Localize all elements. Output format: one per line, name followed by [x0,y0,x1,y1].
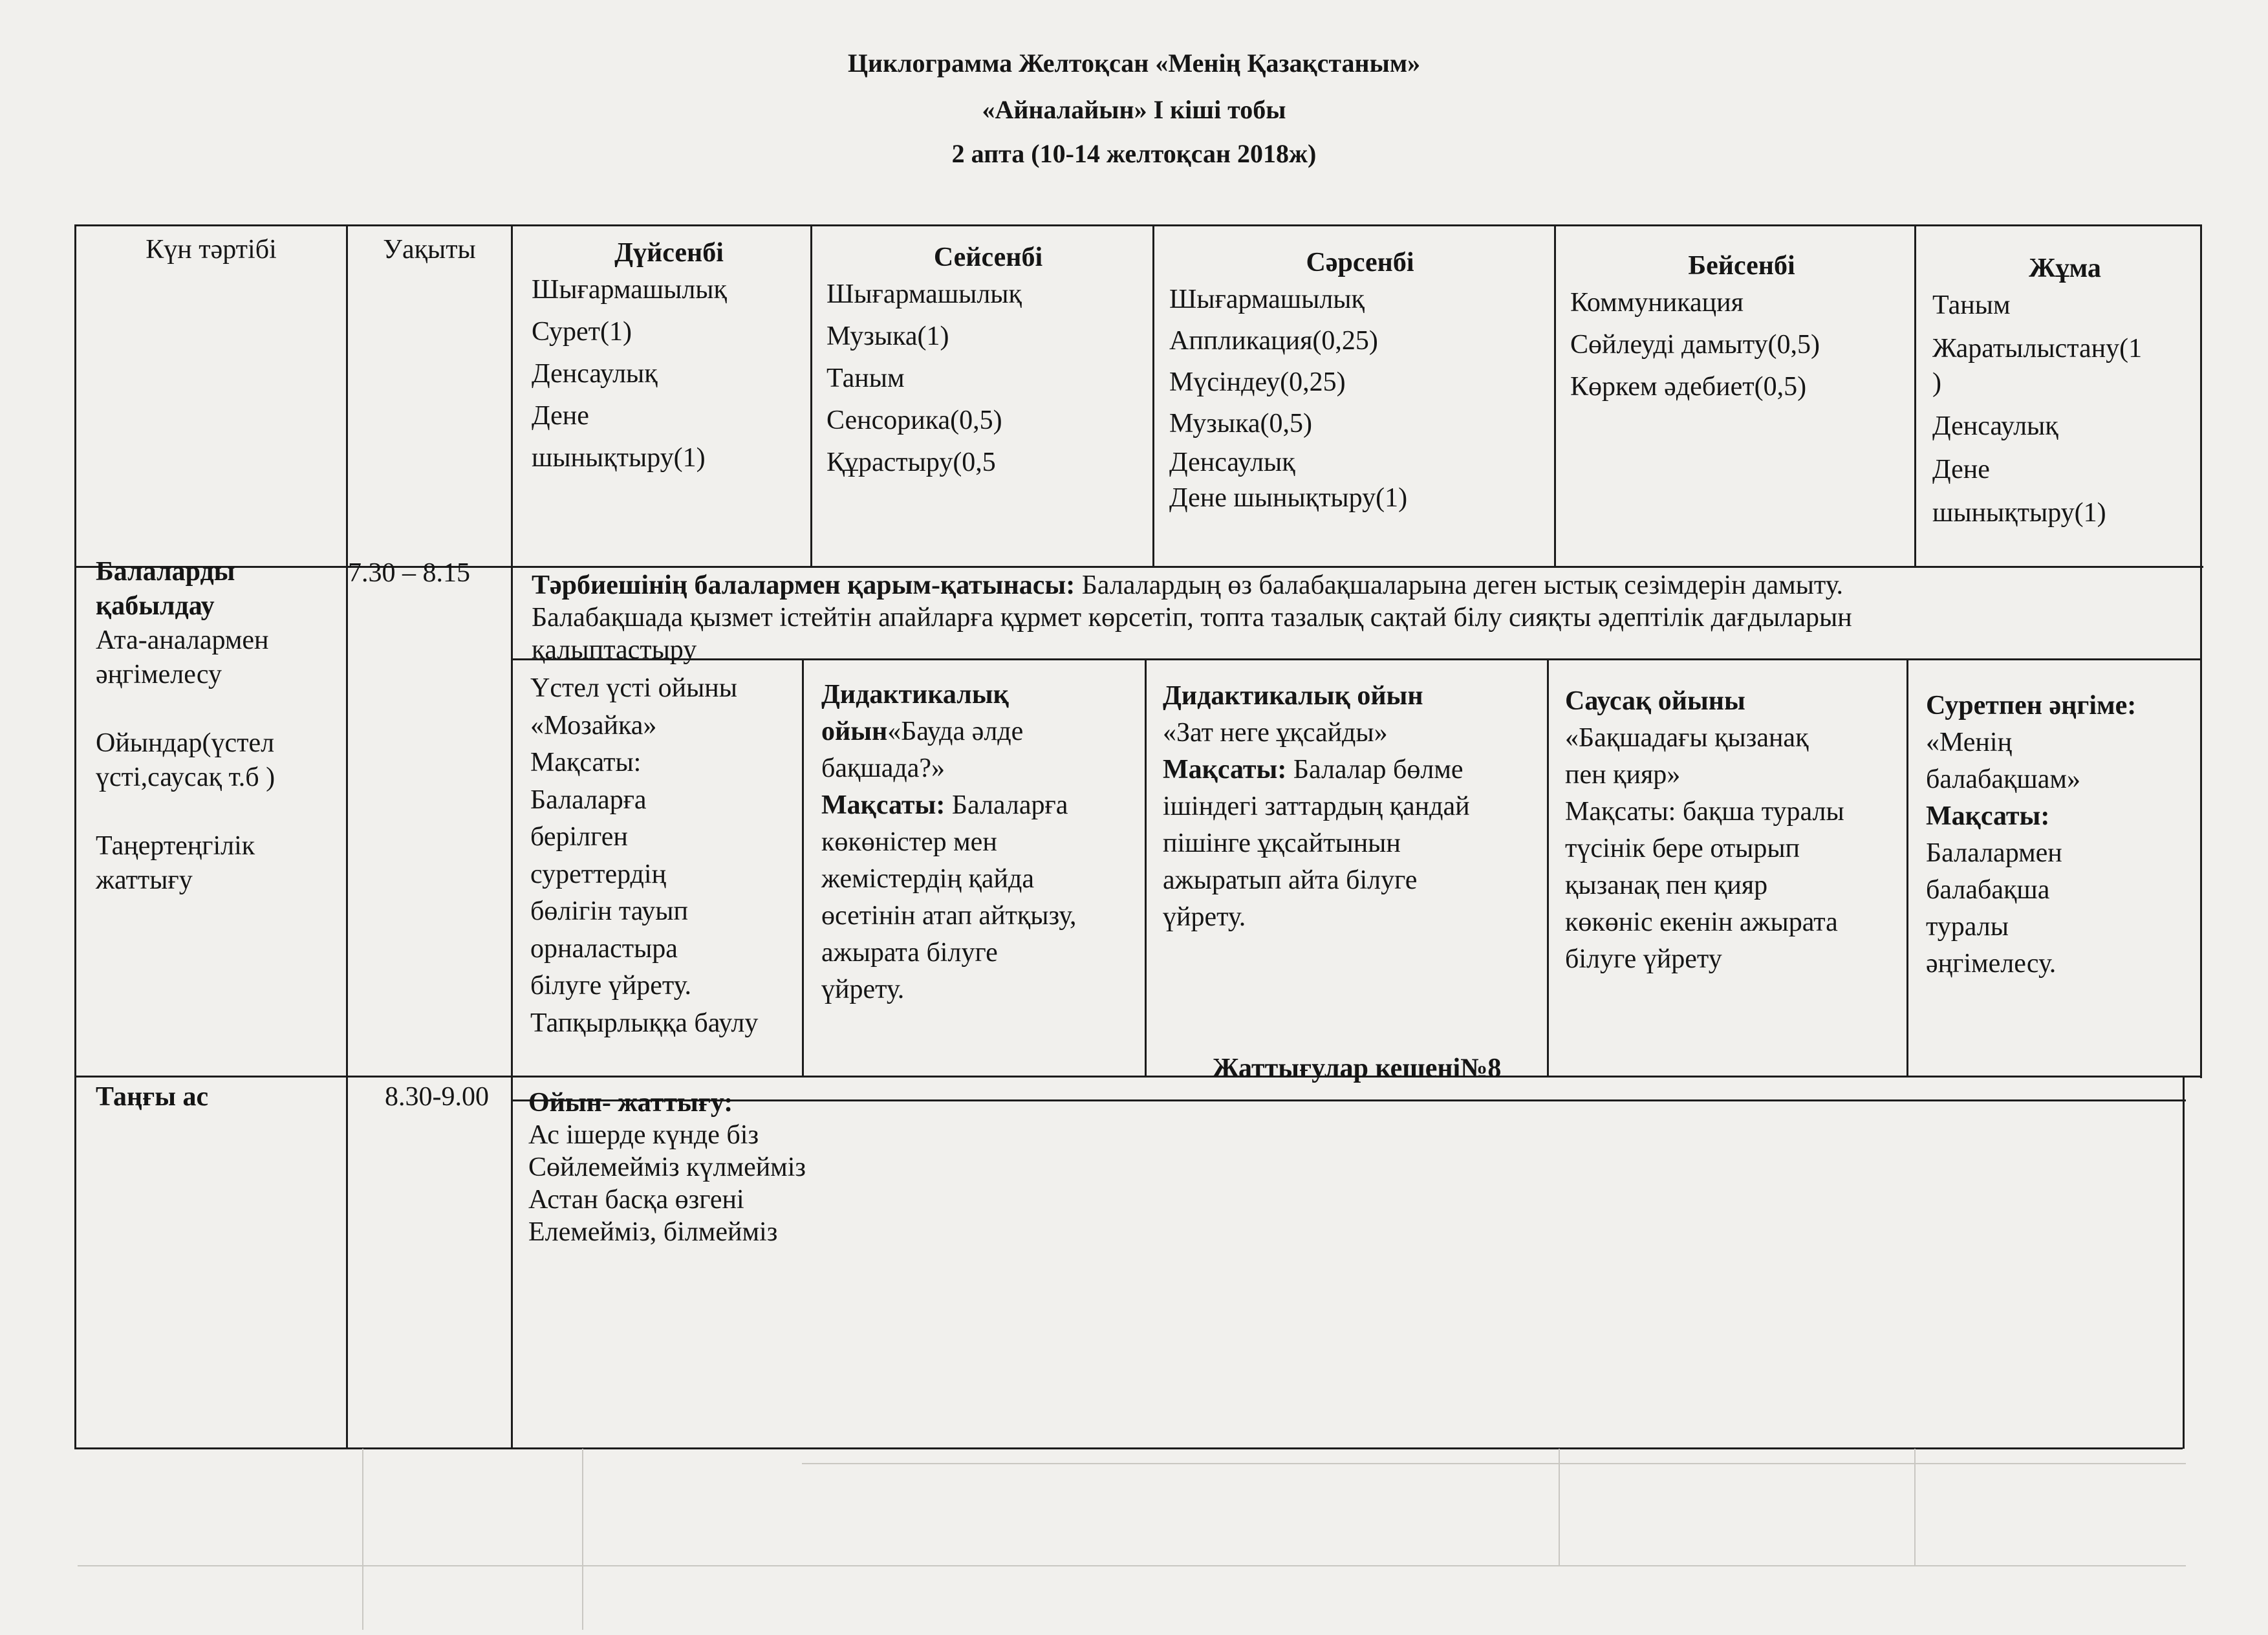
activity-line: туралы [1926,912,2009,942]
reception-regime [96,555,345,898]
goal-label: Мақсаты: [1926,801,2050,831]
regime-spacer [96,692,345,726]
activity-line: бақшада?» [821,753,945,783]
activity-line: ажыратып айта білуге [1163,865,1418,895]
subject-line: шынықтыру(1) [1932,498,2106,528]
activity-line: өсетінін атап айтқызу, [821,901,1077,931]
subject-line: Шығармашылық [1169,285,1365,314]
activity-line: Мақсаты: бақша туралы [1565,797,1844,827]
header-monday [532,235,806,477]
group-title: «Айналайын» І кіші тобы [982,95,1286,124]
day-name: Сейсенбі [933,243,1043,272]
day-name: Жұма [2029,254,2101,283]
activity-line: суреттердің [530,859,667,889]
goal-label: Мақсаты: [1163,755,1287,785]
activity-line: ішіндегі заттардың қандай [1163,792,1470,821]
regime-line: Таңертеңгілік [96,831,255,861]
activity-line: білуге үйрету [1565,944,1722,974]
activity-line: «Мозайка» [530,710,657,741]
activity-title: Суретпен әңгіме: [1926,691,2137,720]
regime-spacer [96,795,345,829]
day-name: Дүйсенбі [614,238,724,268]
subject-line: Музыка(0,5) [1169,409,1312,439]
communication-text: Балабақшада қызмет істейтін апайларға құрмет көрсетіп, топта тазалық сақтай білу сияқты әдептілік дағдыларын [532,603,1852,633]
activity-line: «Зат неге ұқсайды» [1163,718,1388,748]
communication-label: Тәрбиешінің балалармен қарым-қатынасы: [532,570,1075,600]
subject-line: Жаратылыстану(1 [1932,334,2143,363]
header-wednesday [1169,244,1551,517]
regime-line: Ойындар(үстел [96,728,275,758]
communication-text: қалыптастыру [532,635,697,665]
activity-line: берілген [530,822,628,852]
header-friday [1932,250,2198,532]
regime-line: жаттығу [96,865,193,895]
exercise-complex: Жаттығулар кешені№8 [1212,1054,1502,1083]
activity-line: балабақша [1926,875,2050,905]
activity-line: Балаларға [530,785,647,815]
activity-line: көкөністер мен [821,827,997,857]
activity-line: Балаларға [945,790,1068,820]
activity-line: ажырата білуге [821,938,998,968]
poem-line: Астан басқа өзгені [528,1185,744,1215]
activity-line: әңгімелесу. [1926,949,2057,979]
header-regime: Күн тәртібі [146,235,277,265]
regime-line: әңгімелесу [96,660,222,689]
activity-line: Тапқырлыққа баулу [530,1008,759,1038]
activity-title: Дидактикалық [821,680,1009,709]
subject-line: Сурет(1) [532,317,632,347]
subject-line: Таным [1932,290,2011,320]
poem-line: Ас ішерде күнде біз [528,1120,759,1150]
day-name: Сәрсенбі [1306,248,1414,277]
activity-line: жемістердің қайда [821,864,1034,894]
subject-line: Денсаулық [1169,448,1295,477]
activity-line: Мақсаты: [530,748,642,777]
subject-line: Көркем әдебиет(0,5) [1570,372,1807,402]
activity-line: пен қияр» [1565,760,1681,790]
activity-line: «Бауда әлде [887,717,1024,746]
activity-tuesday [821,677,1143,1008]
subject-line: Денсаулық [532,359,658,389]
activity-friday [1926,688,2198,982]
activity-line: Балалармен [1926,838,2062,868]
document-title: Циклограмма Желтоқсан «Менің Қазақстаным» [847,49,1421,78]
header-time: Уақыты [383,235,476,265]
regime-line: Ата-аналармен [96,625,269,655]
goal-label: Мақсаты: [821,790,945,820]
communication-text: Балалардың өз балабақшаларына деген ыстық сезімдерін дамыту. [1075,570,1844,600]
week-title: 2 апта (10-14 желтоқсан 2018ж) [951,139,1317,168]
subject-line: Дене [1932,455,1990,484]
subject-line: Сенсорика(0,5) [826,406,1002,435]
activity-title: ойын [821,717,888,746]
subject-line: Музыка(1) [826,321,949,351]
activity-title: Дидактикалық ойын [1163,681,1423,711]
subject-line: Шығармашылық [826,279,1022,309]
game-label: Ойын- жаттығу: [528,1088,733,1118]
activity-line: Үстел үсті ойыны [530,673,737,703]
activity-line: бөлігін тауып [530,896,688,926]
subject-line: шынықтыру(1) [532,443,706,473]
activity-line: қызанақ пен қияр [1565,871,1768,900]
activity-line: «Менің [1926,728,2013,757]
activity-line: балабақшам» [1926,764,2080,794]
day-name: Бейсенбі [1688,251,1795,281]
activity-line: пішінге ұқсайтынын [1163,828,1401,858]
breakfast-time: 8.30-9.00 [385,1082,489,1112]
header-thursday [1570,248,1913,406]
activity-line: үйрету. [821,975,905,1004]
subject-line: Шығармашылық [532,275,727,305]
activity-line: көкөніс екенін ажырата [1565,907,1838,937]
regime-title: қабылдау [96,591,215,621]
subject-line: Дене шынықтыру(1) [1169,483,1408,513]
subject-line: Құрастыру(0,5 [826,448,996,477]
regime-title: Балаларды [96,557,235,587]
activity-line: үйрету. [1163,902,1246,932]
breakfast-regime: Таңғы ас [96,1082,209,1112]
activity-line: «Бақшадағы қызанақ [1565,723,1809,753]
subject-line: Мүсіндеу(0,25) [1169,367,1346,397]
activity-line: Балалар бөлме [1286,755,1463,785]
activity-thursday [1565,683,1905,978]
header-tuesday [826,239,1150,481]
subject-line: Коммуникация [1570,288,1744,318]
subject-line: Сөйлеуді дамыту(0,5) [1570,330,1820,360]
reception-time: 7.30 – 8.15 [348,558,470,588]
subject-line: ) [1932,368,1941,398]
subject-line: Таным [826,363,905,393]
activity-line: орналастыра [530,933,678,964]
activity-line: түсінік бере отырып [1565,834,1800,863]
teacher-communication [532,569,2197,666]
breakfast-game [528,1087,1175,1248]
poem-line: Елемейміз, білмейміз [528,1217,778,1247]
poem-line: Сөйлемейміз күлмейміз [528,1153,806,1182]
activity-monday [530,670,802,1042]
subject-line: Аппликация(0,25) [1169,326,1378,356]
regime-line: үсті,саусақ т.б ) [96,763,275,792]
subject-line: Денсаулық [1932,411,2058,441]
activity-wednesday [1163,678,1544,936]
activity-title: Саусақ ойыны [1565,686,1745,716]
subject-line: Дене [532,401,589,431]
activity-line: білуге үйрету. [530,971,692,1001]
